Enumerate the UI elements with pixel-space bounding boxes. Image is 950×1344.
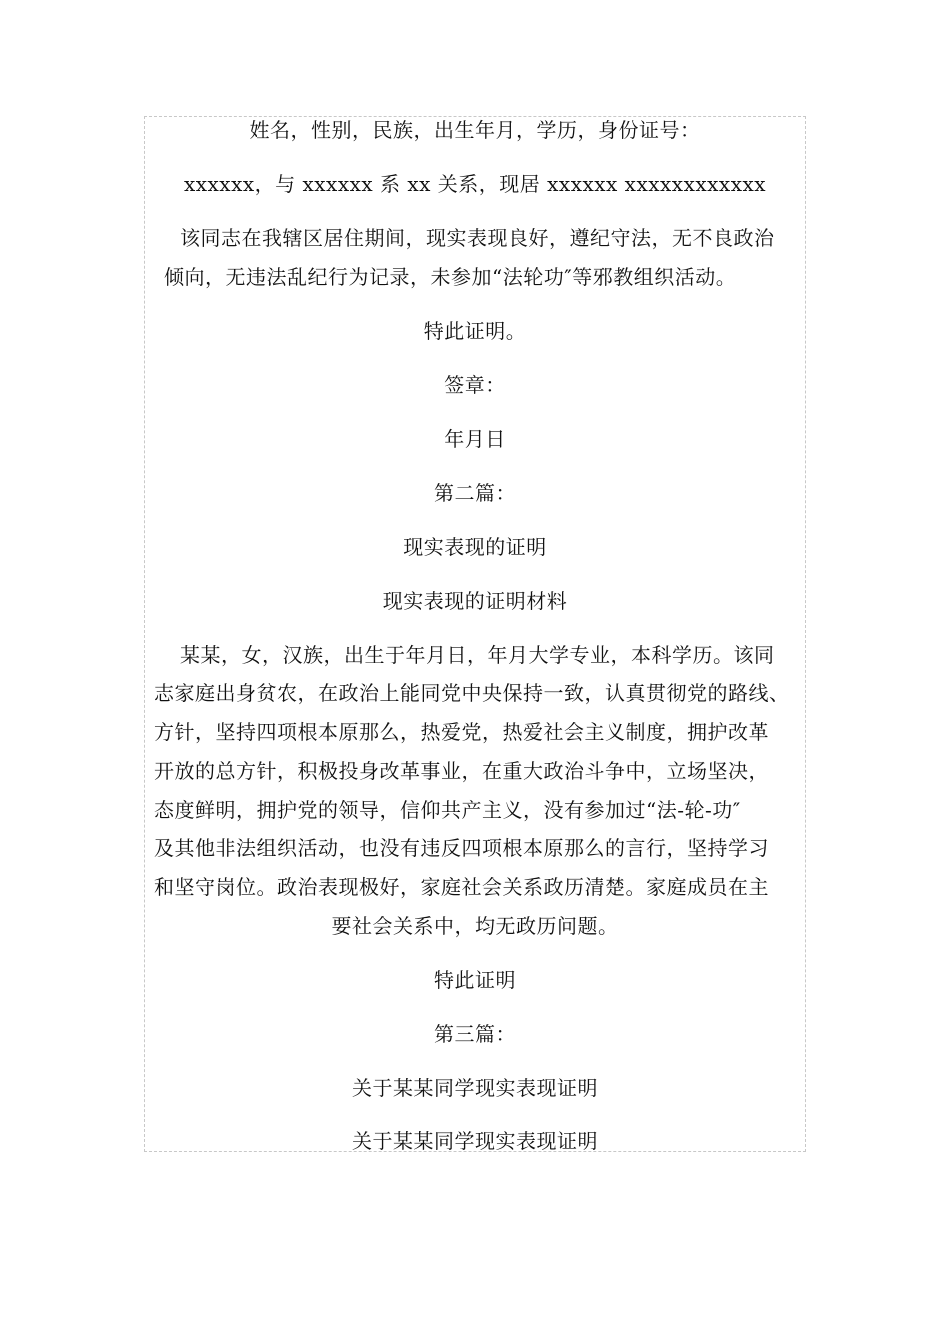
section-heading: 第二篇：	[434, 481, 516, 505]
section-subtitle: 现实表现的证明材料	[382, 589, 568, 613]
paragraph-line: 某某，女，汉族，出生于年月日，年月大学专业，本科学历。该同	[180, 643, 775, 667]
closing-statement: 特此证明。	[423, 319, 527, 343]
paragraph-line: 要社会关系中，均无政历问题。	[331, 914, 619, 938]
section-title: 现实表现的证明	[403, 535, 547, 559]
closing-statement: 特此证明	[434, 968, 516, 992]
paragraph-line: 该同志在我辖区居住期间，现实表现良好，遵纪守法，无不良政治	[180, 226, 775, 250]
intro-fields-line: 姓名，性别，民族，出生年月，学历，身份证号：	[249, 118, 701, 142]
signature-label: 签章：	[444, 373, 506, 397]
paragraph-line: 和坚守岗位。政治表现极好，家庭社会关系政历清楚。家庭成员在主	[154, 875, 769, 899]
paragraph-line: 倾向，无违法乱纪行为记录，未参加“法轮功″等邪教组织活动。	[164, 265, 737, 289]
section-heading: 第三篇：	[434, 1022, 516, 1046]
relation-address-line: xxxxxx，与 xxxxxx 系 xx 关系，现居 xxxxxx xxxxxxxxxxxx	[183, 172, 767, 196]
section-subtitle: 关于某某同学现实表现证明	[352, 1129, 598, 1153]
date-label: 年月日	[444, 427, 506, 451]
paragraph-line: 开放的总方针，积极投身改革事业，在重大政治斗争中，立场坚决，	[154, 759, 769, 783]
paragraph-line: 方针，坚持四项根本原那么，热爱党，热爱社会主义制度，拥护改革	[154, 720, 769, 744]
paragraph-line: 态度鲜明，拥护党的领导，信仰共产主义，没有参加过“法-轮-功″	[154, 798, 741, 822]
paragraph-line: 及其他非法组织活动，也没有违反四项根本原那么的言行，坚持学习	[154, 836, 769, 860]
section-title: 关于某某同学现实表现证明	[352, 1076, 598, 1100]
paragraph-line: 志家庭出身贫农，在政治上能同党中央保持一致，认真贯彻党的路线、	[154, 681, 790, 705]
